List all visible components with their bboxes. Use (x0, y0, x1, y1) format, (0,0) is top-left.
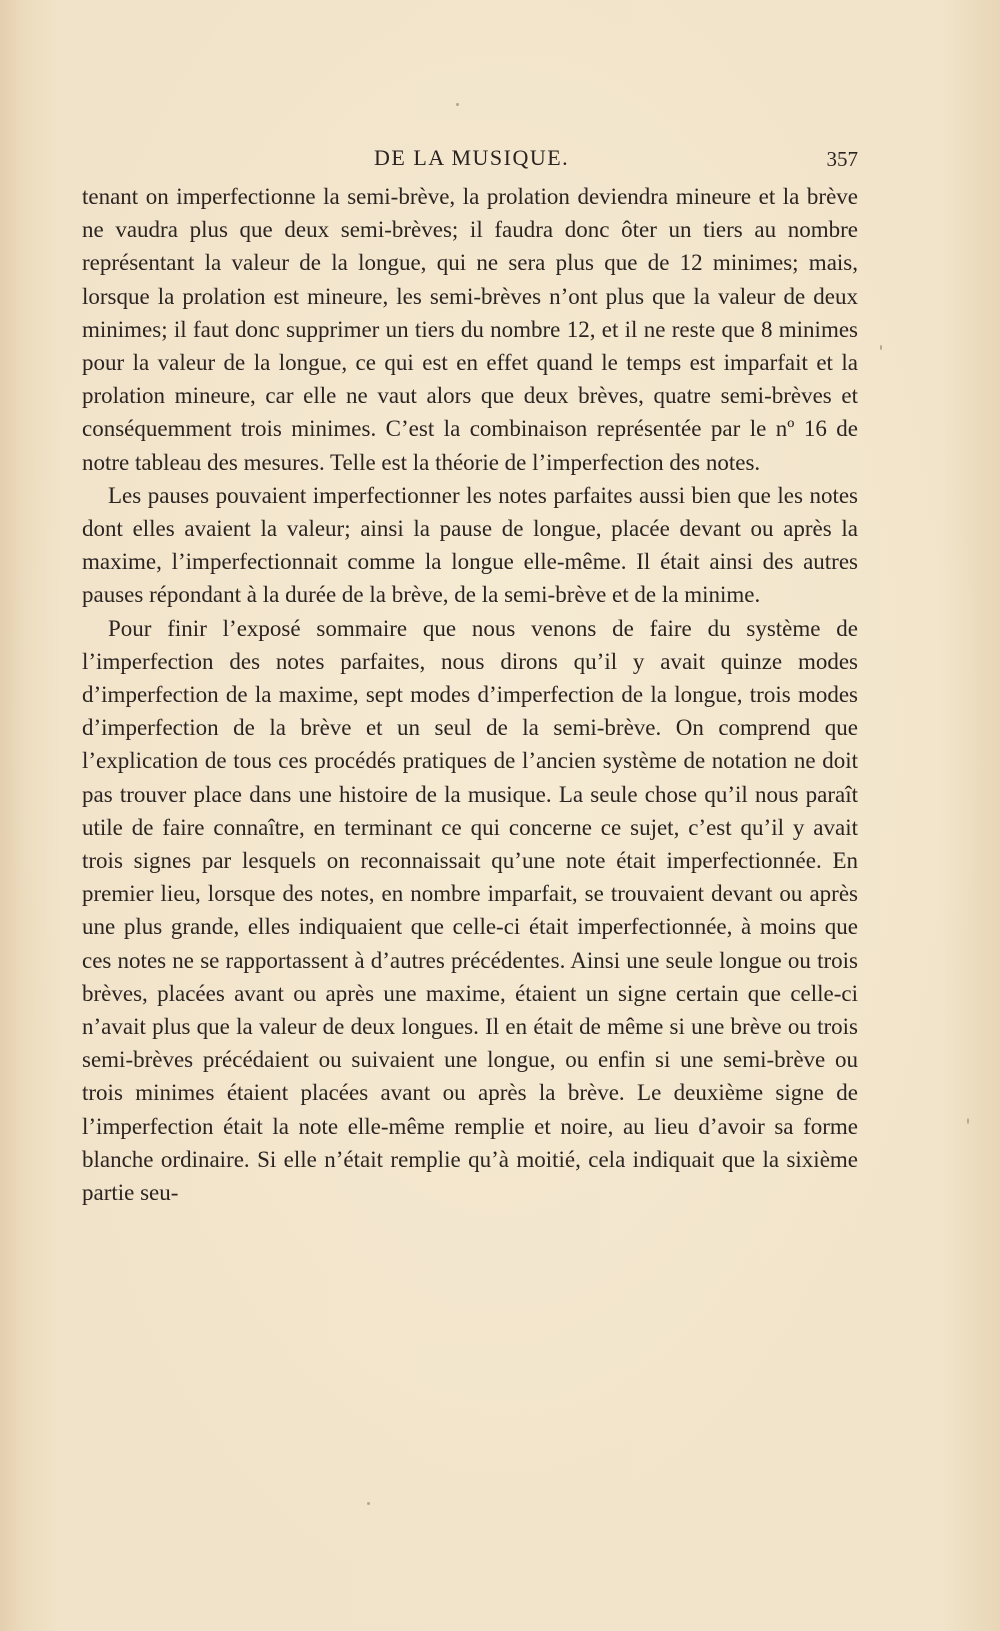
paper-speck (456, 103, 459, 106)
page-header (82, 145, 858, 175)
paper-speck (367, 1502, 370, 1505)
paper-speck (880, 345, 882, 350)
paragraph-imperfection-signs: Pour finir l’exposé sommaire que nous venons de faire du système de l’imperfection des notes parfaites, nous dirons qu’il y avait quinze modes d’imperfection de la maxime, sept modes d’imperfection de la longue, trois modes d’imperfection de la brève et un seul de la semi-brève. On comprend que l’explication de tous ces procédés pratiques de l’ancien système de notation ne doit pas trouver place dans une histoire de la musique. La seule chose qu’il nous paraît utile de faire connaître, en terminant ce qui concerne ce sujet, c’est qu’il y avait trois signes par lesquels on reconnaissait qu’une note était imperfectionnée. En premier lieu, lorsque des notes, en nombre imparfait, se trouvaient devant ou après une plus grande, elles indiquaient que celle-ci était imperfectionnée, à moins que ces notes ne se rapportassent à d’autres précédentes. Ainsi une seule longue ou trois brèves, placées avant ou après une maxime, étaient un signe certain que celle-ci n’avait plus que la valeur de deux longues. Il en était de même si une brève ou trois semi-brèves précédaient ou suivaient une longue, ou enfin si une semi-brève ou trois minimes étaient placées avant ou après la brève. Le deuxième signe de l’imperfection était la note elle-même remplie et noire, au lieu d’avoir sa forme blanche ordinaire. Si elle n’était remplie qu’à moitié, cela indiquait que la sixième partie seu- (82, 615, 858, 1206)
page-number: 357 (826, 147, 858, 171)
paragraph-pauses: Les pauses pouvaient imperfectionner les notes parfaites aussi bien que les notes dont elles avaient la valeur; ainsi la pause de longue, placée devant ou après la maxime, l’imperfectionnait comme la longue elle-même. Il était ainsi des autres pauses répondant à la durée de la brève, de la semi-brève et de la minime. (82, 482, 858, 608)
paragraph-continuation: tenant on imperfectionne la semi-brève, la prolation deviendra mineure et la brève ne vaudra plus que deux semi-brèves; il faudra donc ôter un tiers au nombre représentant la valeur de la longue, qui ne sera plus que de 12 minimes; mais, lorsque la prolation est mineure, les semi-brèves n’ont plus que la valeur de deux minimes; il faut donc supprimer un tiers du nombre 12, et il ne reste que 8 minimes pour la valeur de la longue, ce qui est en effet quand le temps est imparfait et la prolation mineure, car elle ne vaut alors que deux brèves, quatre semi-brèves et conséquemment trois minimes. C’est la combinaison représentée par le nº 16 de notre tableau des mesures. Telle est la théorie de l’imperfection des notes. (82, 184, 858, 475)
paper-speck (967, 1118, 969, 1124)
running-title: DE LA MUSIQUE. (374, 145, 570, 170)
body-text (82, 180, 858, 1209)
